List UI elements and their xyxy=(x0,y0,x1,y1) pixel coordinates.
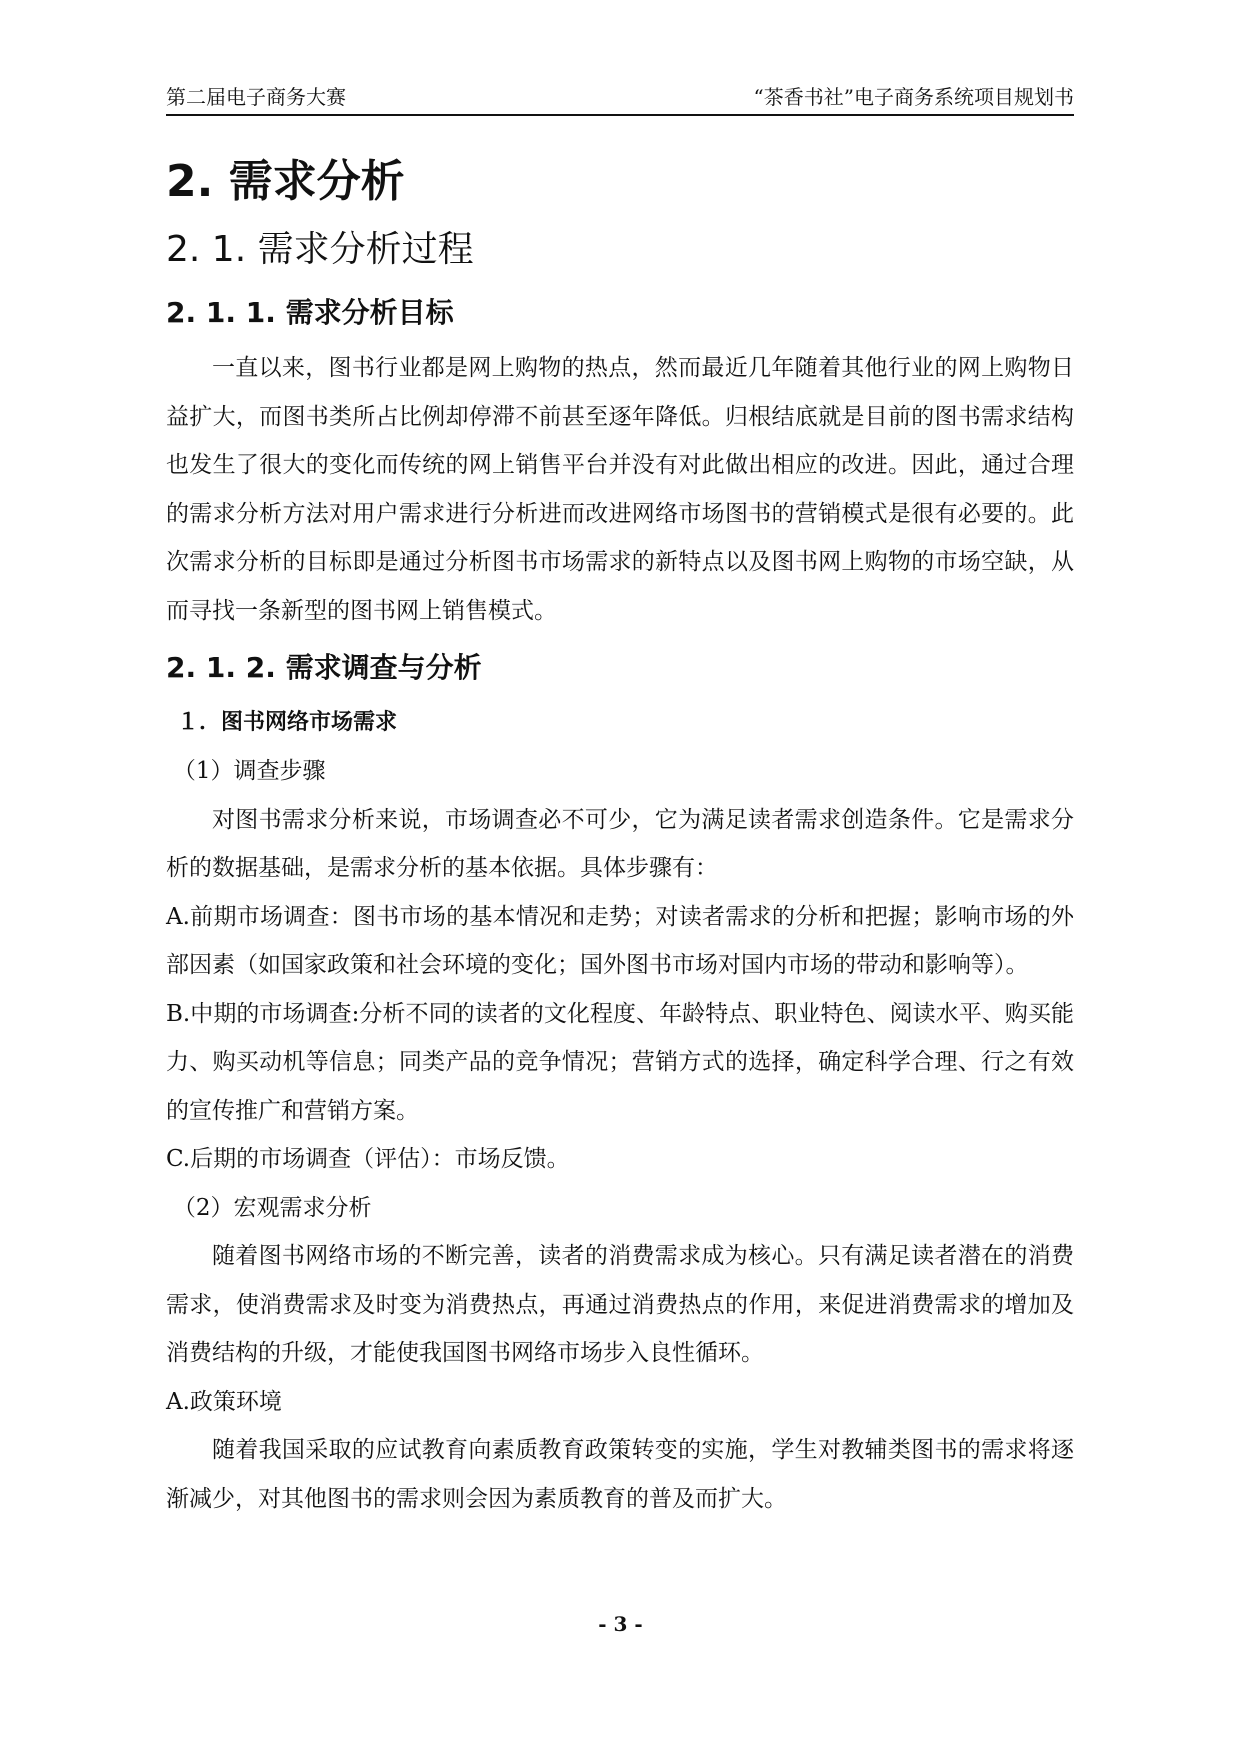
policy-paragraph: 随着我国采取的应试教育向素质教育政策转变的实施，学生对教辅类图书的需求将逐渐减少，对其他图书的需求则会因为素质教育的普及而扩大。 xyxy=(166,1437,1074,1512)
section-heading: 2. 1. 需求分析过程 xyxy=(166,229,474,270)
subsection-heading-goal: 2. 1. 1. 需求分析目标 xyxy=(166,296,454,329)
page-header xyxy=(166,82,1074,116)
macro-paragraph: 随着图书网络市场的不断完善，读者的消费需求成为核心。只有满足读者潜在的消费需求，使消费需求及时变为消费热点，再通过消费热点的作用，来促进消费需求的增加及消费结构的升级，才能使我国图书网络市场步入良性循环。 xyxy=(166,1243,1074,1366)
survey-step-c: C.后期的市场调查（评估）：市场反馈。 xyxy=(166,1146,570,1172)
page-number: - 3 - xyxy=(598,1612,643,1636)
page-content xyxy=(166,150,1074,1523)
survey-step-a: A.前期市场调查：图书市场的基本情况和走势；对读者需求的分析和把握；影响市场的外部因素（如国家政策和社会环境的变化；国外图书市场对国内市场的带动和影响等）。 xyxy=(166,903,1074,978)
subsection-heading-survey: 2. 1. 2. 需求调查与分析 xyxy=(166,651,482,684)
header-document-title: “茶香书社”电子商务系统项目规划书 xyxy=(753,85,1074,109)
header-competition-name: 第二届电子商务大赛 xyxy=(166,85,346,109)
policy-heading: A.政策环境 xyxy=(166,1388,282,1415)
survey-paragraph: 对图书需求分析来说，市场调查必不可少，它为满足读者需求创造条件。它是需求分析的数据基础，是需求分析的基本依据。具体步骤有： xyxy=(166,806,1074,881)
goal-paragraph: 一直以来，图书行业都是网上购物的热点，然而最近几年随着其他行业的网上购物日益扩大，而图书类所占比例却停滞不前甚至逐年降低。归根结底就是目前的图书需求结构也发生了很大的变化而传统的网上销售平台并没有对此做出相应的改进。因此，通过合理的需求分析方法对用户需求进行分析进而改进网络市场图书的营销模式是很有必要的。此次需求分析的目标即是通过分析图书市场需求的新特点以及图书网上购物的市场空缺，从而寻找一条新型的图书网上销售模式。 xyxy=(166,355,1074,624)
survey-step-b: B.中期的市场调查:分析不同的读者的文化程度、年龄特点、职业特色、阅读水平、购买能力、购买动机等信息；同类产品的竞争情况；营销方式的选择，确定科学合理、行之有效的宣传推广和营销方案。 xyxy=(166,1000,1074,1124)
item-heading-book-market-demand: １．图书网络市场需求 xyxy=(177,710,398,735)
chapter-heading: 2. 需求分析 xyxy=(166,156,405,207)
sub-heading-survey-steps: （1）调查步骤 xyxy=(172,758,326,784)
sub-heading-macro-analysis: （2）宏观需求分析 xyxy=(172,1194,372,1221)
